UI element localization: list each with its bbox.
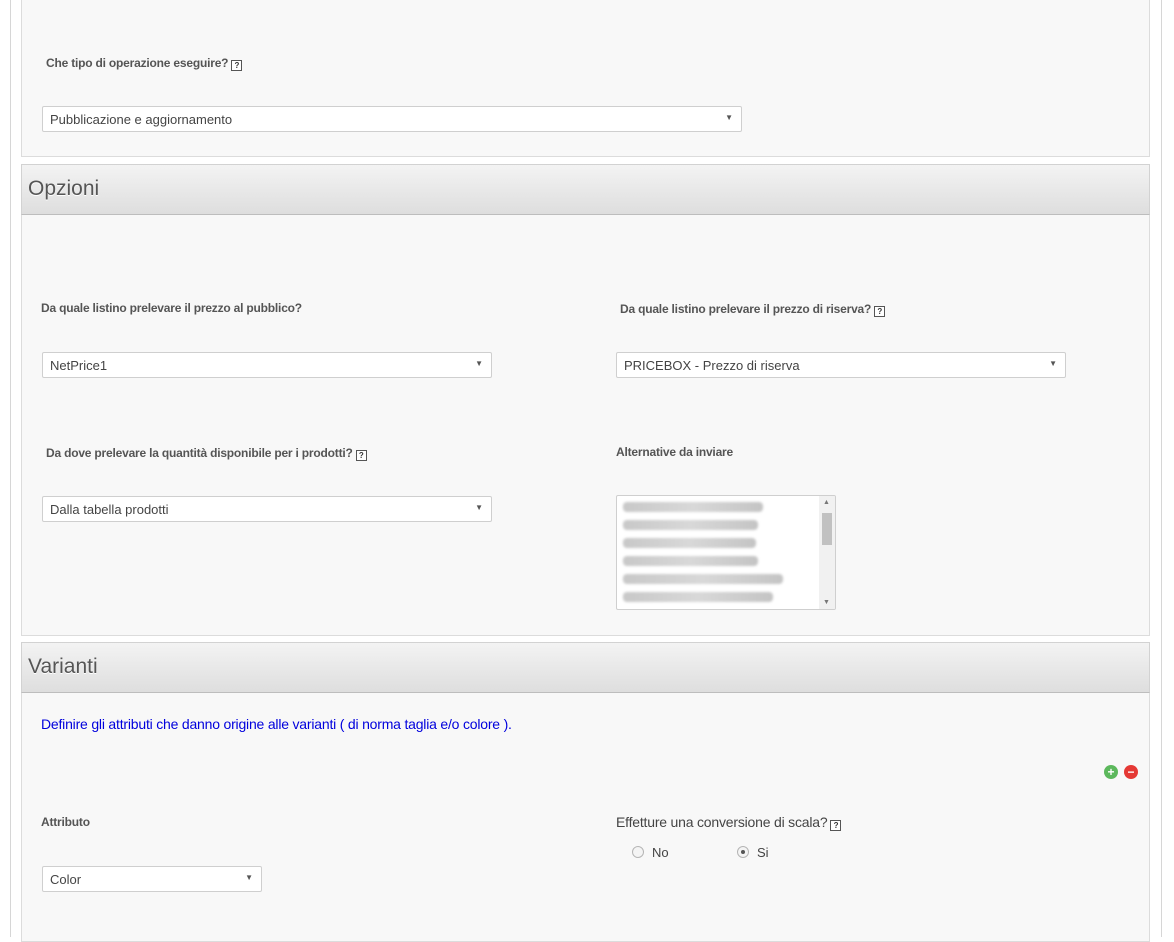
- reserve-price-value: PRICEBOX - Prezzo di riserva: [624, 358, 800, 373]
- scale-conversion-label-text: Effetture una conversione di scala?: [616, 814, 828, 830]
- scale-radio-si[interactable]: [737, 845, 769, 860]
- scale-conversion-label: [616, 814, 841, 831]
- chevron-down-icon: ▼: [1049, 359, 1057, 368]
- operation-select-value: Pubblicazione e aggiornamento: [50, 112, 233, 127]
- scroll-down-icon[interactable]: ▼: [823, 599, 830, 606]
- scroll-up-icon[interactable]: ▲: [823, 499, 830, 506]
- list-item[interactable]: [623, 556, 758, 566]
- chevron-down-icon: ▼: [725, 113, 733, 122]
- left-border: [10, 0, 11, 937]
- attribute-value: Color: [50, 872, 82, 887]
- reserve-price-label: [620, 302, 885, 317]
- public-price-select[interactable]: [42, 352, 492, 378]
- scrollbar-thumb[interactable]: [822, 513, 832, 545]
- attribute-label: Attributo: [41, 815, 90, 829]
- quantity-value: Dalla tabella prodotti: [50, 502, 169, 517]
- reserve-price-label-text: Da quale listino prelevare il prezzo di riserva?: [620, 302, 872, 316]
- help-icon[interactable]: ?: [231, 60, 242, 71]
- remove-variant-button[interactable]: −: [1124, 765, 1138, 779]
- reserve-price-select[interactable]: [616, 352, 1066, 378]
- radio-no[interactable]: [632, 846, 644, 858]
- quantity-label-text: Da dove prelevare la quantità disponibile per i prodotti?: [46, 446, 353, 460]
- operation-panel: [21, 0, 1150, 157]
- list-item[interactable]: [623, 538, 756, 548]
- operation-label-text: Che tipo di operazione eseguire?: [46, 56, 229, 70]
- alternatives-listbox[interactable]: [616, 495, 836, 610]
- list-item[interactable]: [623, 502, 763, 512]
- operation-select[interactable]: [42, 106, 742, 132]
- help-icon[interactable]: ?: [356, 450, 367, 461]
- options-header: [21, 164, 1150, 215]
- help-icon[interactable]: ?: [874, 306, 885, 317]
- list-item[interactable]: [623, 574, 783, 584]
- list-item[interactable]: [623, 592, 773, 602]
- variants-title: Varianti: [28, 655, 98, 678]
- public-price-label: Da quale listino prelevare il prezzo al pubblico?: [41, 301, 302, 315]
- quantity-select[interactable]: [42, 496, 492, 522]
- chevron-down-icon: ▼: [475, 503, 483, 512]
- options-panel: [21, 164, 1150, 636]
- chevron-down-icon: ▼: [245, 873, 253, 882]
- public-price-value: NetPrice1: [50, 358, 108, 373]
- right-border: [1161, 0, 1162, 937]
- options-title: Opzioni: [28, 177, 100, 200]
- chevron-down-icon: ▼: [475, 359, 483, 368]
- variants-info-text: Definire gli attributi che danno origine alle varianti ( di norma taglia e/o colore ).: [41, 716, 512, 732]
- quantity-label: [46, 446, 367, 461]
- scrollbar[interactable]: [819, 496, 835, 609]
- scale-radio-no[interactable]: [632, 845, 669, 860]
- help-icon[interactable]: ?: [830, 820, 841, 831]
- variants-header: [21, 642, 1150, 693]
- alternatives-label: Alternative da inviare: [616, 445, 733, 459]
- radio-si-label: Si: [757, 845, 769, 860]
- add-variant-button[interactable]: +: [1104, 765, 1118, 779]
- attribute-select[interactable]: [42, 866, 262, 892]
- radio-no-label: No: [652, 845, 669, 860]
- radio-si[interactable]: [737, 846, 749, 858]
- operation-label: [46, 56, 242, 71]
- list-item[interactable]: [623, 520, 758, 530]
